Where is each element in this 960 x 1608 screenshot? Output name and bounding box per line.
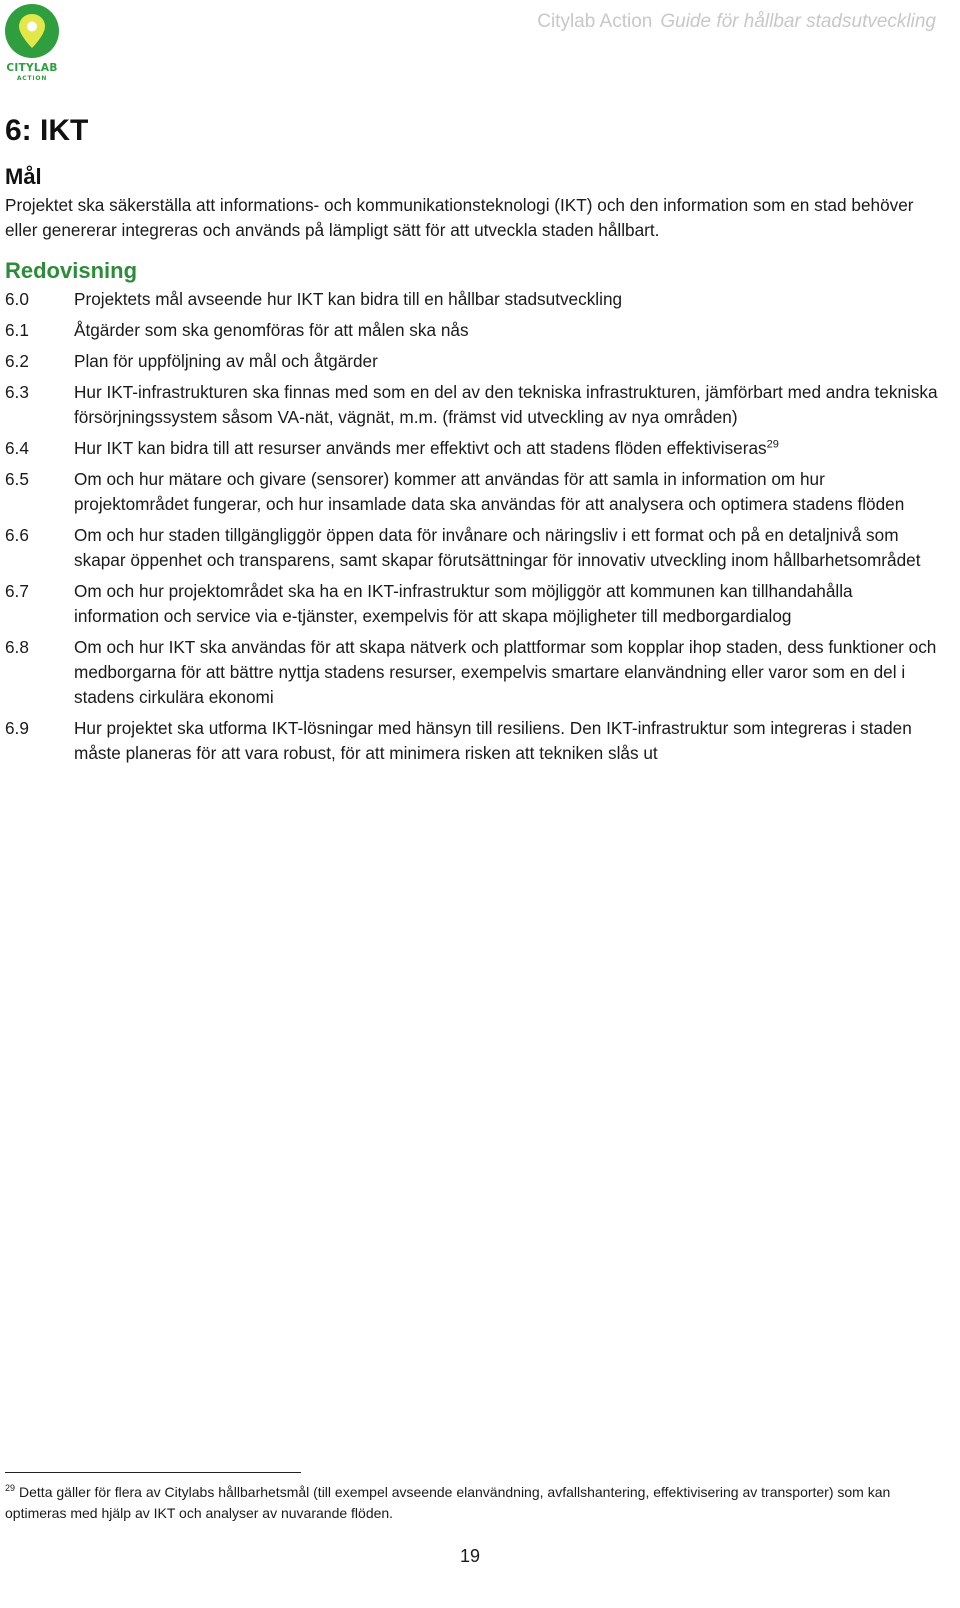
report-item — [5, 436, 940, 461]
report-item-number: 6.3 — [5, 382, 29, 402]
report-item-body: Om och hur projektområdet ska ha en IKT-infrastruktur som möjliggör att kommunen kan tillhandahålla information och service via e-tjänster, exempelvis för att skapa möjligheter till medborgardialog — [74, 581, 853, 626]
logo-wordmark-line2: ACTION — [16, 74, 48, 82]
report-item — [5, 579, 940, 629]
footnote — [5, 1482, 940, 1524]
report-items-list — [5, 287, 940, 772]
report-item-body: Hur IKT-infrastrukturen ska finnas med som en del av den tekniska infrastrukturen, jämförbart med andra tekniska försörjningssystem såsom VA-nät, vägnät, m.m. (främst vid utveckling av nya områden) — [74, 382, 938, 427]
report-item-text — [74, 436, 940, 461]
running-header-title: Citylab Action — [537, 11, 653, 32]
report-item-number: 6.9 — [5, 718, 29, 738]
report-item-text — [74, 523, 940, 573]
report-item-body: Projektets mål avseende hur IKT kan bidra till en hållbar stadsutveckling — [74, 289, 623, 309]
report-item — [5, 635, 940, 710]
report-item — [5, 716, 940, 766]
running-header — [537, 11, 936, 33]
report-item-number: 6.5 — [5, 469, 29, 489]
report-item-number: 6.8 — [5, 637, 29, 657]
footnote-text: Detta gäller för flera av Citylabs hållbarhetsmål (till exempel avseende elanvändning, avfallshantering, effektivisering av transporter) som kan optimeras med hjälp av IKT och analyser av nuvarande flöden. — [5, 1484, 891, 1521]
footnote-divider — [5, 1472, 301, 1473]
report-item-body: Plan för uppföljning av mål och åtgärder — [74, 351, 378, 371]
report-item-text — [74, 716, 940, 766]
report-item-number: 6.4 — [5, 438, 29, 458]
report-item-number: 6.2 — [5, 351, 29, 371]
location-pin-icon — [3, 3, 61, 63]
report-item-body: Åtgärder som ska genomföras för att målen ska nås — [74, 320, 469, 340]
report-item-text — [74, 635, 940, 710]
goal-text: Projektet ska säkerställa att informations- och kommunikationsteknologi (IKT) och den information som en stad behöver eller genererar integreras och används på lämpligt sätt för att utveckla staden hållbart. — [5, 195, 914, 240]
report-item — [5, 318, 940, 343]
report-item — [5, 287, 940, 312]
report-item-body: Hur IKT kan bidra till att resurser används mer effektivt och att stadens flöden effektiviseras — [74, 438, 767, 458]
report-item — [5, 467, 940, 517]
page-number: 19 — [459, 1546, 481, 1566]
report-item-number: 6.6 — [5, 525, 29, 545]
report-item — [5, 523, 940, 573]
goal-heading: Mål — [5, 164, 42, 189]
report-item-text — [74, 467, 940, 517]
report-heading: Redovisning — [5, 258, 138, 283]
report-item-text — [74, 349, 940, 374]
report-item-number: 6.7 — [5, 581, 29, 601]
report-item — [5, 380, 940, 430]
report-item-body: Om och hur mätare och givare (sensorer) kommer att användas för att samla in information om hur projektområdet fungerar, och hur insamlade data ska användas för att analysera och optimera stadens flöden — [74, 469, 905, 514]
footnote-marker: 29 — [5, 1483, 16, 1494]
report-item-number: 6.0 — [5, 289, 29, 309]
logo-wordmark — [3, 63, 61, 82]
running-header-subtitle: Guide för hållbar stadsutveckling — [660, 11, 936, 32]
report-item-body: Om och hur staden tillgängliggör öppen data för invånare och näringsliv i ett format och på en detaljnivå som skapar öppenhet och transparens, samt skapar förutsättningar för innovativ utveckling inom hållbarhetsområdet — [74, 525, 921, 570]
report-item-body: Hur projektet ska utforma IKT-lösningar med hänsyn till resiliens. Den IKT-infrastruktur som integreras i staden måste planeras för att vara robust, för att minimera risken att tekniken slås ut — [74, 718, 912, 763]
report-item-text — [74, 318, 940, 343]
report-item-text — [74, 579, 940, 629]
report-item-text — [74, 287, 940, 312]
chapter-title: 6: IKT — [5, 114, 89, 147]
report-item-text — [74, 380, 940, 430]
footnote-reference: 29 — [766, 438, 779, 451]
report-item-body: Om och hur IKT ska användas för att skapa nätverk och plattformar som kopplar ihop staden, dess funktioner och medborgarna för att bättre nyttja stadens resurser, exempelvis smartare elanvändning eller varor som en del i stadens cirkulära ekonomi — [74, 637, 937, 707]
logo-wordmark-line1: CITYLAB — [6, 62, 58, 74]
report-item-number: 6.1 — [5, 320, 29, 340]
report-item — [5, 349, 940, 374]
